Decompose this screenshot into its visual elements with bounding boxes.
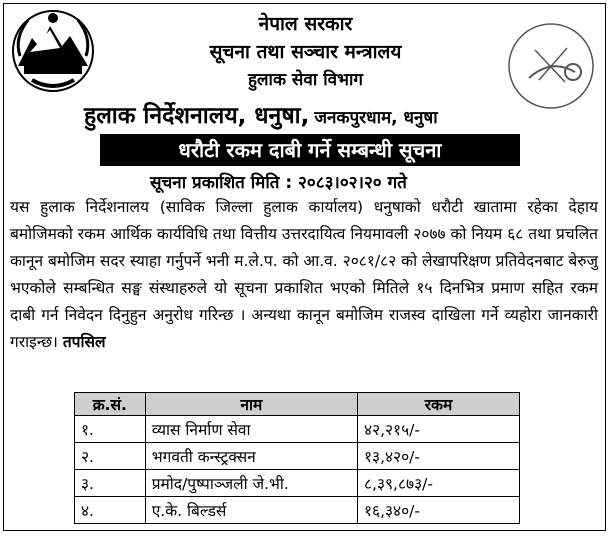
government-name: नेपाल सरकार bbox=[258, 13, 353, 35]
tapasil-label: तपसिल bbox=[62, 333, 106, 351]
col-amount: रकम bbox=[357, 393, 519, 416]
office-name: हुलाक निर्देशनालय, धनुषा, bbox=[84, 103, 310, 129]
table-row bbox=[75, 416, 520, 443]
row-serial: ४. bbox=[75, 497, 146, 524]
row-amount: ८,३९,८७३/- bbox=[357, 470, 519, 497]
table-row bbox=[75, 470, 520, 497]
publish-date: सूचना प्रकाशित मिति : २०८३।०२।२० गते bbox=[150, 173, 407, 193]
row-name: व्यास निर्माण सेवा bbox=[145, 416, 357, 443]
row-serial: २. bbox=[75, 443, 146, 470]
claim-table bbox=[74, 392, 520, 524]
row-name: ए.के. बिल्डर्स bbox=[145, 497, 357, 524]
col-serial: क्र.सं. bbox=[75, 393, 146, 416]
notice-title-banner: धरौटी रकम दाबी गर्ने सम्बन्धी सूचना bbox=[100, 134, 520, 166]
office-heading bbox=[84, 98, 438, 130]
row-amount: ४२,२१५/- bbox=[357, 416, 519, 443]
col-name: नाम bbox=[145, 393, 357, 416]
office-location: जनकपुरधाम, धनुषा bbox=[314, 108, 438, 128]
row-serial: ३. bbox=[75, 470, 146, 497]
department-name: हुलाक सेवा विभाग bbox=[248, 70, 363, 90]
ministry-name: सूचना तथा सञ्चार मन्त्रालय bbox=[209, 41, 402, 63]
row-amount: १६,३४०/- bbox=[357, 497, 519, 524]
table-row bbox=[75, 497, 520, 524]
table-row bbox=[75, 443, 520, 470]
row-name: भगवती कन्स्ट्रक्सन bbox=[145, 443, 357, 470]
row-name: प्रमोद/पुष्पाञ्जली जे.भी. bbox=[145, 470, 357, 497]
notice-body bbox=[10, 194, 598, 356]
table-header-row bbox=[75, 393, 520, 416]
row-amount: १३,४२०/- bbox=[357, 443, 519, 470]
row-serial: १. bbox=[75, 416, 146, 443]
notice-body-text: यस हुलाक निर्देशनालय (साविक जिल्ला हुलाक कार्यालय) धनुषाको धरौटी खातामा रहेका देहाय बमोजिमको रकम आर्थिक कार्यविधि तथा वित्तीय उत्तरदायित्व नियमावली २०७७ को नियम ६८ तथा प्रचलित कानून बमोजिम सदर स्याहा गर्नुपर्ने भनी म.ले.प. को आ.व. २०८१/८२ को लेखापरिक्षण प्रतिवेदनबाट बेरुजु भएकोले सम्बन्धित सङ्घ संस्थाहरुले यो सूचना प्रकाशित भएको मितिले १५ दिनभित्र प्रमाण सहित रकम दाबी गर्न निवेदन दिनुहुन अनुरोध गरिन्छ । अन्यथा कानून बमोजिम राजस्व दाखिला गर्ने व्यहोरा जानकारी गराइन्छ। bbox=[10, 198, 598, 351]
